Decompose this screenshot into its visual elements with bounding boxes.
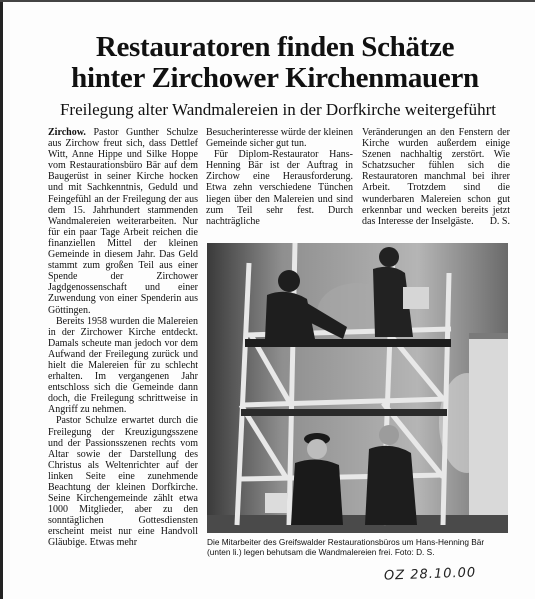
paragraph: Pastor Schulze erwartet durch die Freilegung der Kreuzigungsszene und der Passionsszenen rechts vom Altar sowie der Darstellung des Christus als Weltenrichter auf der linken Seite eine zunehmende Beachtung der kleinen Dorfkirche. Seine Kirchengemeinde zählt etwa 1000 Mitglieder, aber zu den sonntäglichen Gottesdiensten erscheint meist nur eine Handvoll Gläubige. Etwas mehr — [48, 415, 198, 549]
photo-scaffold-restorers — [207, 243, 508, 533]
paragraph: Besucherinteresse würde der kleinen Gemeinde sicher gut tun. — [206, 127, 353, 150]
paragraph-text: Pastor Gunther Schulze aus Zirchow freut sich, dass Dettlef Witt, Anne Hippe und Silke Hoppe vom Restaurationsbüro Bär auf dem Baugerüst in seiner Kirche hocken und mit Sachkenntnis, Geduld und Feingefühl an der Freilegung der aus dem 15. Jahrhundert stammenden Wandmalereien weiterarbeiten. Nur für ein paar Tage Arbeit reichen die finanziellen Mittel der kleinen Gemeinde in diesem Jahr. Das Geld stammt zum großen Teil aus einer Spende der Zirchower Jagdgenossenschaft und einer Zuwendung von einer Spenderin aus Göttingen. — [48, 127, 198, 316]
paragraph-text: Veränderungen an den Fenstern der Kirche wurden außerdem einige Szenen nachhaltig zerstört. Wie Schatzsucher fühlen sich die Restauratoren manchmal bei ihrer Arbeit. Trotzdem sind die wunderbaren Malereien schon gut erkennbar und wecken bereits jetzt das Interesse der Inselgäste. — [362, 127, 510, 227]
paragraph: Bereits 1958 wurden die Malereien in der Zirchower Kirche entdeckt. Damals scheute man jedoch vor dem Aufwand der Freilegung zurück und hielt die Malereien für zu schlecht erhalten. Im vergangenen Jahr entschloss sich die Gemeinde dann doch, die Freilegung schrittweise in Angriff zu nehmen. — [48, 315, 198, 416]
floor — [207, 515, 508, 533]
headline-line-1: Restauratoren finden Schätze — [95, 31, 455, 63]
headline — [40, 32, 510, 94]
paragraph: Für Diplom-Restaurator Hans-Henning Bär ist der Auftrag in Zirchow eine Herausforderung. Etwa zehn verschiedene Tünchen liegen über den Malereien und sind zum Teil sehr fest. Durch nachträgliche — [206, 149, 353, 227]
dateline: Zirchow. — [48, 127, 86, 138]
author-signature: D. S. — [489, 215, 510, 227]
subheadline: Freilegung alter Wandmalereien in der Dorfkirche weitergeführt — [59, 100, 497, 119]
scan-edge-left — [0, 0, 3, 599]
text-column-2 — [206, 127, 353, 227]
text-column-3 — [362, 127, 510, 227]
paragraph — [48, 127, 198, 316]
scan-edge-top — [0, 0, 535, 2]
photo-caption: Die Mitarbeiter des Greifswalder Restaurationsbüros um Hans-Henning Bär (unten li.) legen behutsam die Wandmalereien frei. Foto: D. S. — [207, 537, 485, 557]
handwritten-source-date: OZ 28.10.00 — [383, 565, 477, 584]
text-column-1 — [48, 127, 198, 549]
article-photo — [207, 243, 508, 533]
bucket — [265, 493, 287, 513]
headline-line-2: hinter Zirchower Kirchenmauern — [71, 62, 479, 94]
wall-pillar — [469, 333, 508, 533]
paragraph — [362, 127, 510, 227]
